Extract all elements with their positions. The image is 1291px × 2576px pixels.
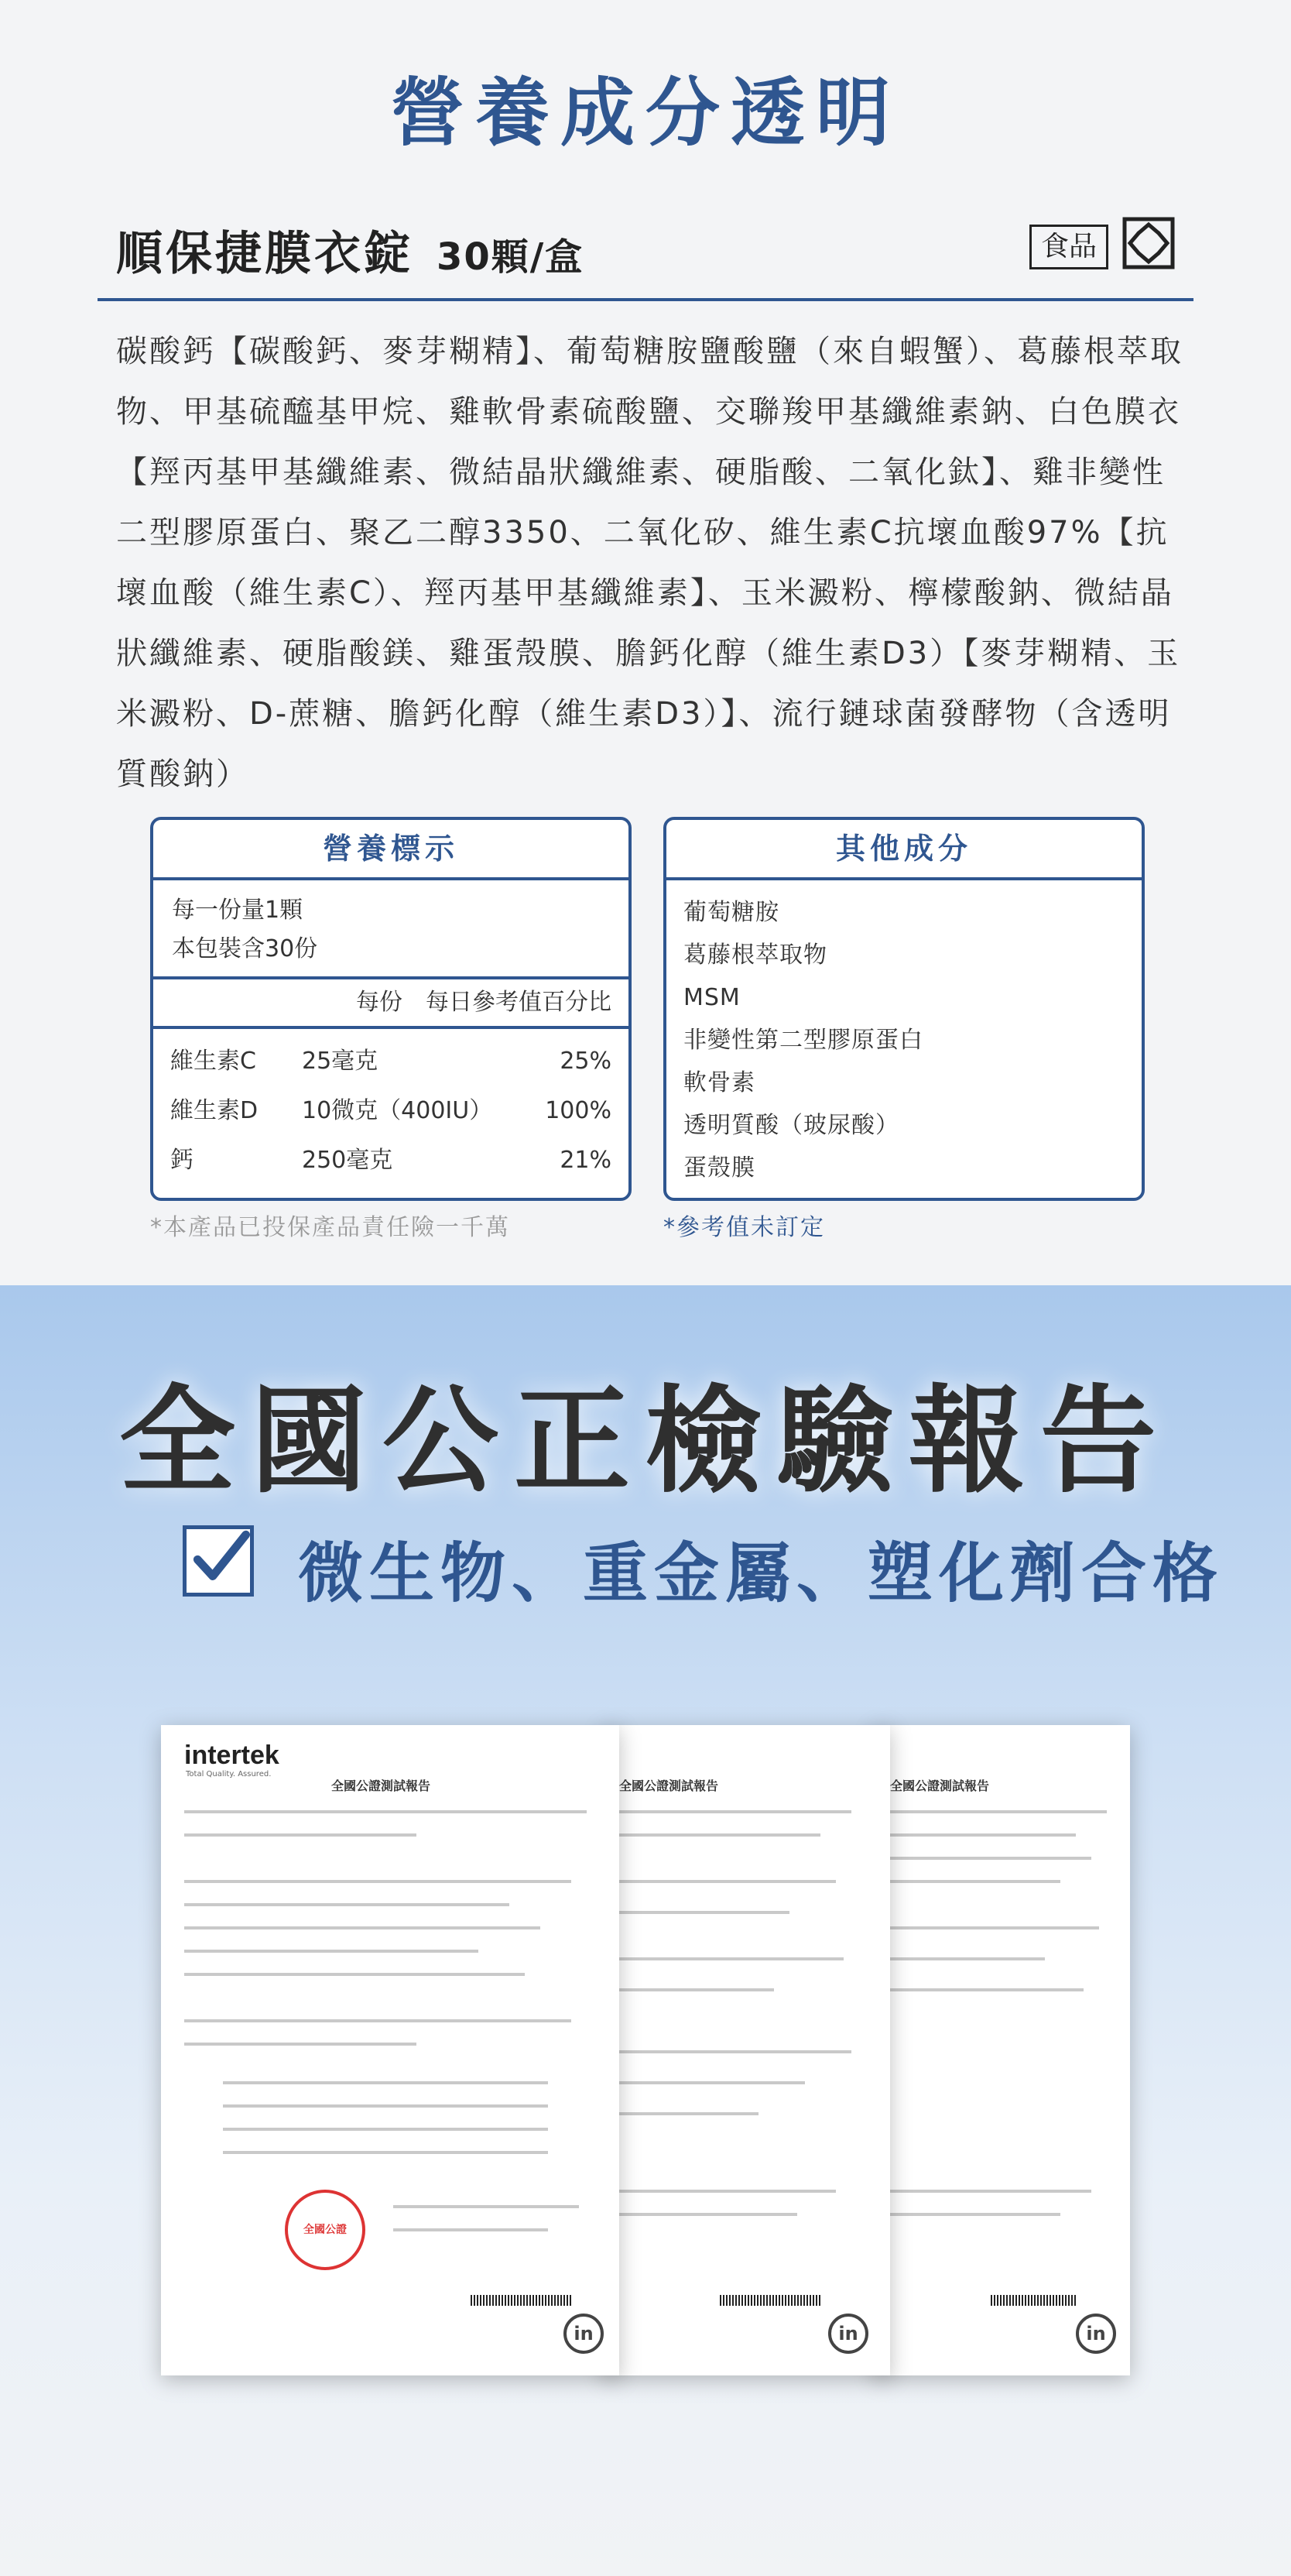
- nutrient-dv: 21%: [560, 1147, 611, 1174]
- nutrition-row: [170, 1086, 611, 1136]
- nutrient-dv: 100%: [545, 1097, 611, 1124]
- intertek-mark-icon: in: [828, 2314, 868, 2354]
- nutrition-section: [0, 0, 1291, 1285]
- ingredients-text: 碳酸鈣【碳酸鈣、麥芽糊精】、葡萄糖胺鹽酸鹽（來自蝦蟹）、葛藤根萃取物、甲基硫醯基甲烷、雞軟骨素硫酸鹽、交聯羧甲基纖維素鈉、白色膜衣【羥丙基甲基纖維素、微結晶狀纖維素、硬脂酸、二氧化鈦】、雞非變性二型膠原蛋白、聚乙二醇3350、二氧化矽、維生素C抗壞血酸97%【抗壞血酸（維生素C）、羥丙基甲基纖維素】、玉米澱粉、檸檬酸鈉、微結晶狀纖維素、硬脂酸鎂、雞蛋殼膜、膽鈣化醇（維生素D3）【麥芽糊精、玉米澱粉、D-蔗糖、膽鈣化醇（維生素D3）】、流行鏈球菌發酵物（含透明質酸鈉）: [116, 334, 1183, 792]
- other-ingredient-item: 非變性第二型膠原蛋白: [683, 1027, 923, 1054]
- divider: [98, 298, 1193, 301]
- report-title: 全國公證測試報告: [619, 1779, 719, 1793]
- nutrient-name: 維生素C: [170, 1048, 256, 1075]
- report-title: 全國公證測試報告: [331, 1779, 431, 1793]
- nutrition-column-header: 每份 每日參考值百分比: [153, 979, 628, 1029]
- report-document: [875, 1725, 1130, 2375]
- serving-size: 每一份量1顆: [172, 897, 303, 924]
- other-ingredient-item: 透明質酸（玻尿酸）: [683, 1112, 899, 1139]
- pass-text: 微生物、重金屬、塑化劑合格: [298, 1535, 1224, 1611]
- reference-note: *參考值未訂定: [663, 1214, 825, 1241]
- certification-stamp: 全國公證: [285, 2190, 365, 2270]
- intertek-logo-tagline: Total Quality. Assured.: [186, 1770, 272, 1779]
- checkbox-icon: [183, 1525, 254, 1597]
- intertek-mark-icon: in: [563, 2314, 604, 2354]
- product-count: 30顆/盒: [437, 235, 584, 279]
- nutrition-label-title: 營養標示: [153, 820, 628, 880]
- product-name-text: 順保捷膜衣錠: [116, 227, 413, 281]
- nutrient-amount: 10微克（400IU）: [302, 1097, 493, 1124]
- other-ingredient-item: 葛藤根萃取物: [683, 942, 827, 969]
- intertek-logo: intertek: [184, 1741, 279, 1770]
- other-ingredient-item: 葡萄糖胺: [683, 899, 779, 926]
- inspection-title: 全國公正檢驗報告: [118, 1374, 1172, 1509]
- nutrient-amount: 250毫克: [302, 1147, 393, 1174]
- insurance-note: *本產品已投保產品責任險一千萬: [150, 1214, 510, 1241]
- nutrient-dv: 25%: [560, 1048, 611, 1075]
- intertek-mark-icon: in: [1076, 2314, 1116, 2354]
- report-document: [161, 1725, 619, 2375]
- other-ingredient-item: 軟骨素: [683, 1069, 755, 1096]
- other-ingredient-item: 蛋殼膜: [683, 1154, 755, 1182]
- other-ingredients-box: [663, 817, 1145, 1201]
- nutrient-amount: 25毫克: [302, 1048, 378, 1075]
- report-title: 全國公證測試報告: [890, 1779, 990, 1793]
- nutrition-row: [170, 1037, 611, 1086]
- nutrition-label-box: [150, 817, 632, 1201]
- food-badge: 食品: [1029, 225, 1108, 269]
- recycle-icon: [1122, 217, 1175, 269]
- servings-per-package: 本包裝含30份: [172, 935, 318, 962]
- other-ingredients-title: 其他成分: [666, 820, 1142, 880]
- page-title: 營養成分透明: [390, 70, 901, 156]
- product-name: [116, 217, 584, 283]
- nutrient-name: 鈣: [170, 1147, 193, 1174]
- report-document: [604, 1725, 890, 2375]
- nutrition-row: [170, 1136, 611, 1185]
- other-ingredient-item: MSM: [683, 984, 741, 1011]
- nutrient-name: 維生素D: [170, 1097, 259, 1124]
